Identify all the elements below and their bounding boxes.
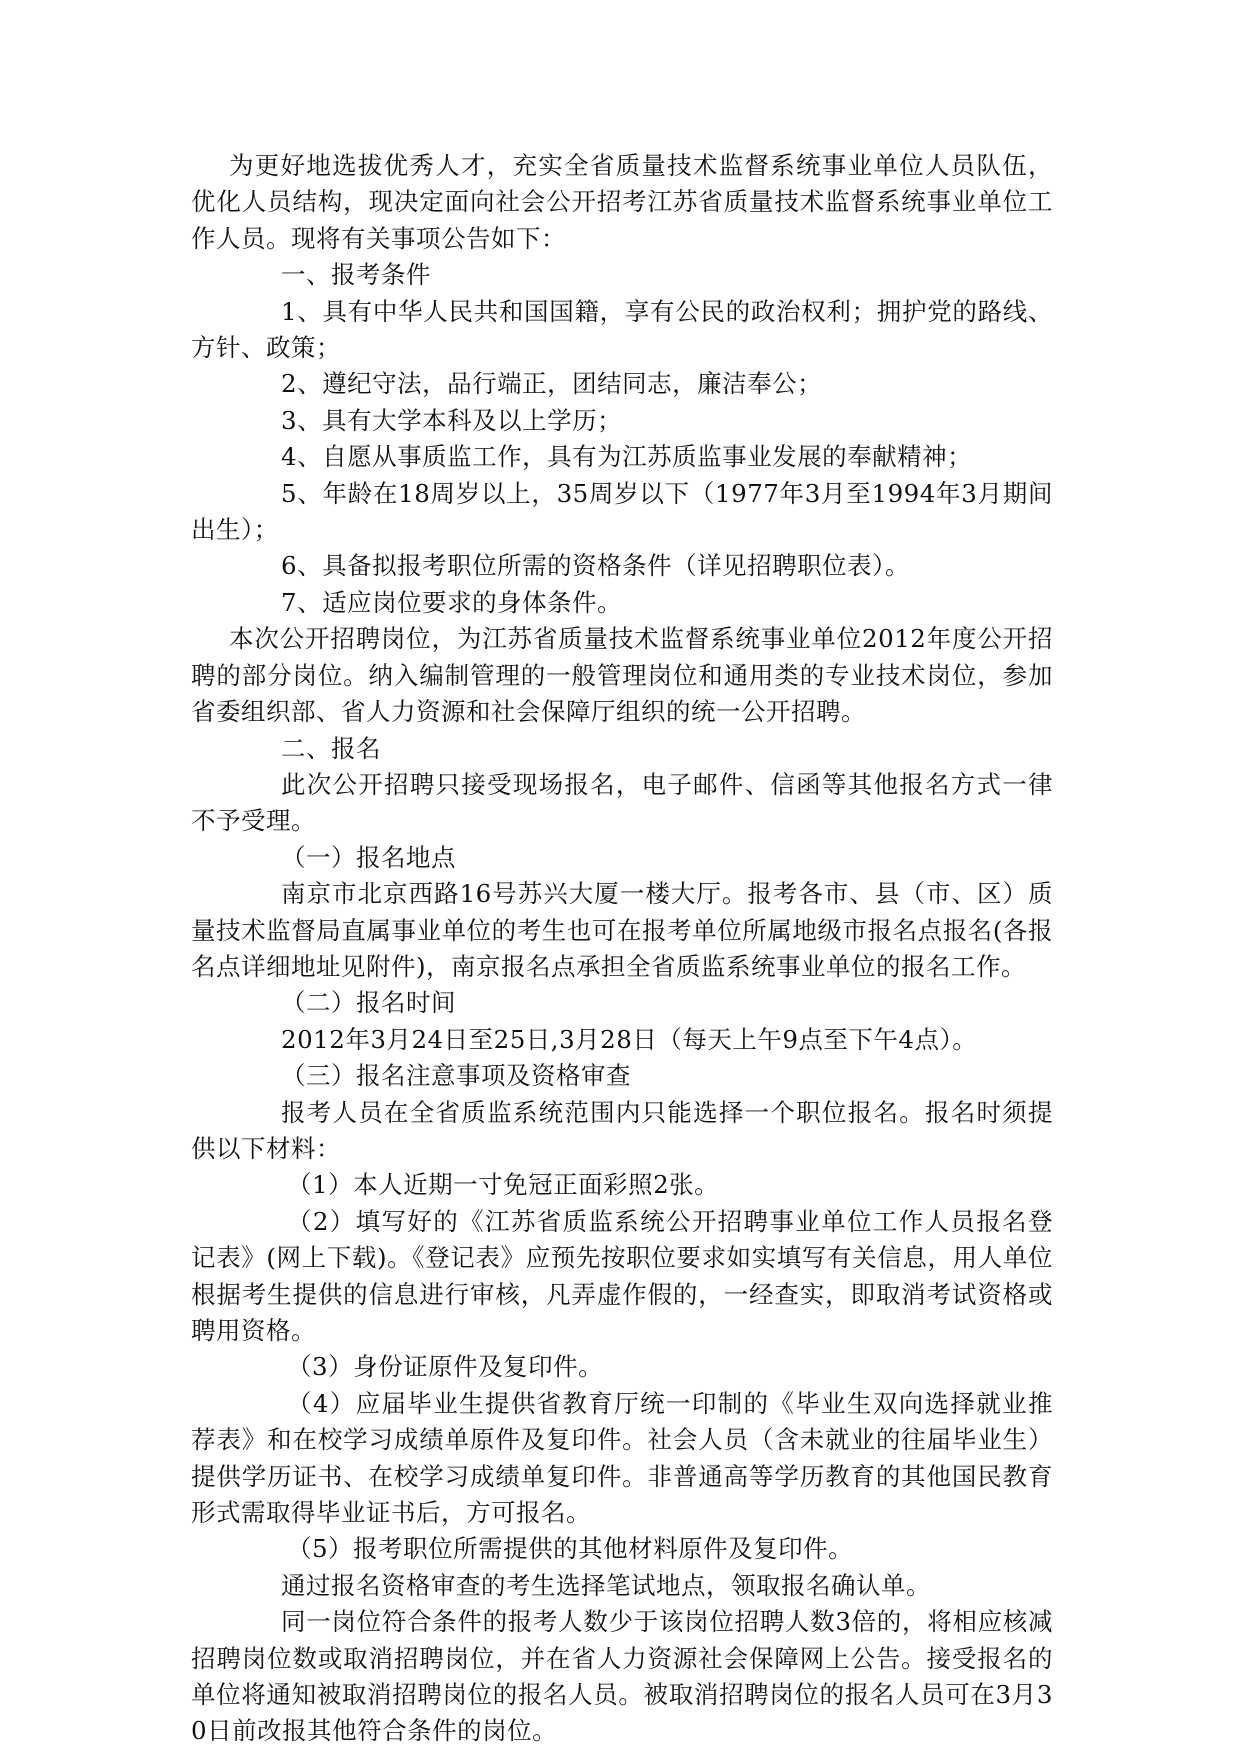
paragraph-confirmation: 通过报名资格审查的考生选择笔试地点，领取报名确认单。 (281, 1570, 931, 1600)
condition-7: 7、适应岗位要求的身体条件。 (281, 587, 623, 617)
subheading-time: （二）报名时间 (281, 988, 456, 1018)
condition-6: 6、具备拟报考职位所需的资格条件（详见招聘职位表）。 (281, 551, 910, 581)
condition-3: 3、具有大学本科及以上学历； (281, 405, 623, 435)
material-3: （3）身份证原件及复印件。 (287, 1352, 604, 1382)
paragraph-intro: 为更好地选拔优秀人才，充实全省质量技术监督系统事业单位人员队伍，优化人员结构，现决定面向社会公开招考江苏省质量技术监督系统事业单位工作人员。现将有关事项公告如下： (191, 151, 1053, 253)
condition-4: 4、自愿从事质监工作，具有为江苏质监事业发展的奉献精神； (281, 442, 973, 472)
paragraph-location: 南京市北京西路16号苏兴大厦一楼大厅。报考各市、县（市、区）质量技术监督局直属事业单位的考生也可在报考单位所属地级市报名点报名(各报名点详细地址见附件)，南京报名点承担全省质监系统事业单位的报名工作。 (191, 879, 1053, 981)
paragraph-materials-intro: 报考人员在全省质监系统范围内只能选择一个职位报名。报名时须提供以下材料： (191, 1097, 1053, 1163)
heading-registration: 二、报名 (281, 733, 381, 763)
condition-2: 2、遵纪守法，品行端正，团结同志，廉洁奉公； (281, 369, 823, 399)
subheading-location: （一）报名地点 (281, 842, 456, 872)
condition-5: 5、年龄在18周岁以上，35周岁以下（1977年3月至1994年3月期间出生）； (191, 478, 1053, 545)
material-4: （4）应届毕业生提供省教育厅统一印制的《毕业生双向选择就业推荐表》和在校学习成绩单原件及复印件。社会人员（含未就业的往届毕业生）提供学历证书、在校学习成绩单复印件。非普通高等学历教育的其他国民教育形式需取得毕业证书后，方可报名。 (191, 1388, 1053, 1528)
paragraph-time: 2012年3月24日至25日,3月28日（每天上午9点至下午4点）。 (281, 1024, 978, 1054)
material-5: （5）报考职位所需提供的其他材料原件及复印件。 (287, 1534, 854, 1564)
document-page (191, 148, 1053, 1750)
material-2: （2）填写好的《江苏省质监系统公开招聘事业单位工作人员报名登记表》(网上下载)。《登记表》应预先按职位要求如实填写有关信息，用人单位根据考生提供的信息进行审核，凡弄虚作假的，一经查实，即取消考试资格或聘用资格。 (191, 1206, 1053, 1345)
paragraph-onsite-only: 此次公开招聘只接受现场报名，电子邮件、信函等其他报名方式一律不予受理。 (191, 769, 1053, 836)
condition-1: 1、具有中华人民共和国国籍，享有公民的政治权利；拥护党的路线、方针、政策； (191, 296, 1053, 363)
subheading-notes: （三）报名注意事项及资格审查 (281, 1061, 631, 1091)
heading-conditions: 一、报考条件 (281, 260, 431, 290)
paragraph-cancellation: 同一岗位符合条件的报考人数少于该岗位招聘人数3倍的，将相应核减招聘岗位数或取消招聘岗位，并在省人力资源社会保障网上公告。接受报名的单位将通知被取消招聘岗位的报名人员。被取消招聘岗位的报名人员可在3月30日前改报其他符合条件的岗位。 (191, 1607, 1053, 1746)
material-1: （1）本人近期一寸免冠正面彩照2张。 (287, 1170, 720, 1200)
paragraph-positions: 本次公开招聘岗位，为江苏省质量技术监督系统事业单位2012年度公开招聘的部分岗位。纳入编制管理的一般管理岗位和通用类的专业技术岗位，参加省委组织部、省人力资源和社会保障厅组织的统一公开招聘。 (191, 624, 1053, 727)
